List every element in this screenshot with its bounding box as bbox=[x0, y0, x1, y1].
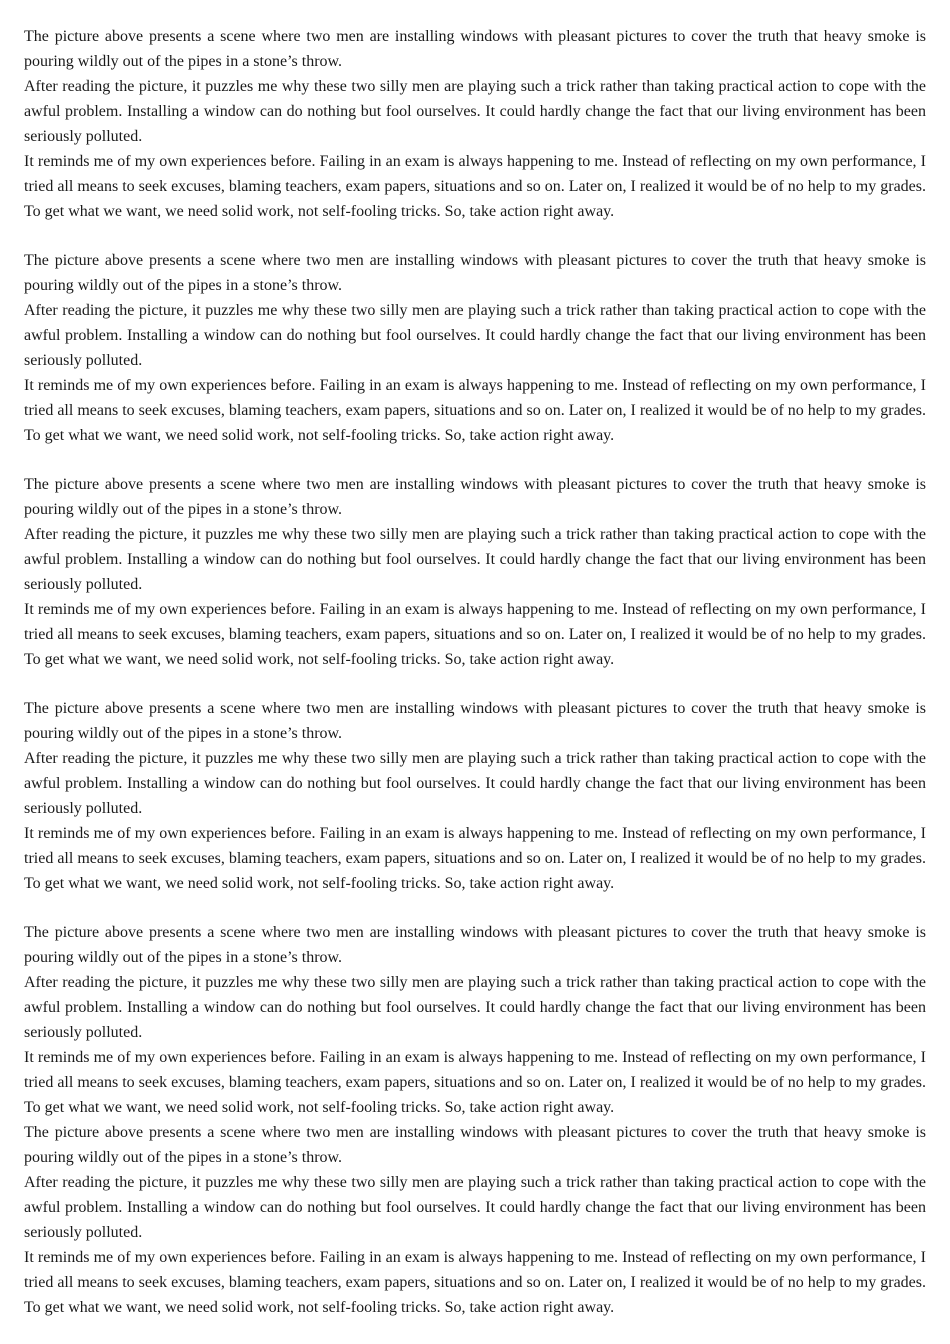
paragraph-reflection: It reminds me of my own experiences before. Failing in an exam is always happening to me. Instead of reflecting on my own performance, I tried all means to seek excuses, blaming teachers, exam papers, situations and so on. Later on, I realized it would be of no help to my grades. To get what we want, we need solid work, not self-fooling tricks. So, take action right away. bbox=[24, 601, 926, 668]
essay-block bbox=[24, 24, 926, 224]
paragraph-intro: The picture above presents a scene where two men are installing windows with pleasant pictures to cover the truth that heavy smoke is pouring wildly out of the pipes in a stone’s throw. bbox=[24, 924, 926, 966]
paragraph-intro: The picture above presents a scene where two men are installing windows with pleasant pictures to cover the truth that heavy smoke is pouring wildly out of the pipes in a stone’s throw. bbox=[24, 476, 926, 518]
paragraph-intro: The picture above presents a scene where two men are installing windows with pleasant pictures to cover the truth that heavy smoke is pouring wildly out of the pipes in a stone’s throw. bbox=[24, 252, 926, 294]
paragraph-analysis: After reading the picture, it puzzles me why these two silly men are playing such a trick rather than taking practical action to cope with the awful problem. Installing a window can do nothing but fool ourselves. It could hardly change the fact that our living environment has been seriously polluted. bbox=[24, 302, 926, 369]
essay-block bbox=[24, 696, 926, 896]
paragraph-reflection: It reminds me of my own experiences before. Failing in an exam is always happening to me. Instead of reflecting on my own performance, I tried all means to seek excuses, blaming teachers, exam papers, situations and so on. Later on, I realized it would be of no help to my grades. To get what we want, we need solid work, not self-fooling tricks. So, take action right away. bbox=[24, 825, 926, 892]
paragraph-intro: The picture above presents a scene where two men are installing windows with pleasant pictures to cover the truth that heavy smoke is pouring wildly out of the pipes in a stone’s throw. bbox=[24, 1124, 926, 1166]
paragraph-reflection: It reminds me of my own experiences before. Failing in an exam is always happening to me. Instead of reflecting on my own performance, I tried all means to seek excuses, blaming teachers, exam papers, situations and so on. Later on, I realized it would be of no help to my grades. To get what we want, we need solid work, not self-fooling tricks. So, take action right away. bbox=[24, 153, 926, 220]
essay-block bbox=[24, 920, 926, 1120]
paragraph-analysis: After reading the picture, it puzzles me why these two silly men are playing such a trick rather than taking practical action to cope with the awful problem. Installing a window can do nothing but fool ourselves. It could hardly change the fact that our living environment has been seriously polluted. bbox=[24, 974, 926, 1041]
paragraph-intro: The picture above presents a scene where two men are installing windows with pleasant pictures to cover the truth that heavy smoke is pouring wildly out of the pipes in a stone’s throw. bbox=[24, 28, 926, 70]
paragraph-analysis: After reading the picture, it puzzles me why these two silly men are playing such a trick rather than taking practical action to cope with the awful problem. Installing a window can do nothing but fool ourselves. It could hardly change the fact that our living environment has been seriously polluted. bbox=[24, 750, 926, 817]
document-body bbox=[24, 24, 926, 1320]
essay-block bbox=[24, 1120, 926, 1320]
paragraph-reflection: It reminds me of my own experiences before. Failing in an exam is always happening to me. Instead of reflecting on my own performance, I tried all means to seek excuses, blaming teachers, exam papers, situations and so on. Later on, I realized it would be of no help to my grades. To get what we want, we need solid work, not self-fooling tricks. So, take action right away. bbox=[24, 1049, 926, 1116]
paragraph-reflection: It reminds me of my own experiences before. Failing in an exam is always happening to me. Instead of reflecting on my own performance, I tried all means to seek excuses, blaming teachers, exam papers, situations and so on. Later on, I realized it would be of no help to my grades. To get what we want, we need solid work, not self-fooling tricks. So, take action right away. bbox=[24, 377, 926, 444]
paragraph-analysis: After reading the picture, it puzzles me why these two silly men are playing such a trick rather than taking practical action to cope with the awful problem. Installing a window can do nothing but fool ourselves. It could hardly change the fact that our living environment has been seriously polluted. bbox=[24, 78, 926, 145]
paragraph-analysis: After reading the picture, it puzzles me why these two silly men are playing such a trick rather than taking practical action to cope with the awful problem. Installing a window can do nothing but fool ourselves. It could hardly change the fact that our living environment has been seriously polluted. bbox=[24, 526, 926, 593]
paragraph-reflection: It reminds me of my own experiences before. Failing in an exam is always happening to me. Instead of reflecting on my own performance, I tried all means to seek excuses, blaming teachers, exam papers, situations and so on. Later on, I realized it would be of no help to my grades. To get what we want, we need solid work, not self-fooling tricks. So, take action right away. bbox=[24, 1249, 926, 1316]
essay-block bbox=[24, 472, 926, 672]
paragraph-analysis: After reading the picture, it puzzles me why these two silly men are playing such a trick rather than taking practical action to cope with the awful problem. Installing a window can do nothing but fool ourselves. It could hardly change the fact that our living environment has been seriously polluted. bbox=[24, 1174, 926, 1241]
paragraph-intro: The picture above presents a scene where two men are installing windows with pleasant pictures to cover the truth that heavy smoke is pouring wildly out of the pipes in a stone’s throw. bbox=[24, 700, 926, 742]
essay-block bbox=[24, 248, 926, 448]
